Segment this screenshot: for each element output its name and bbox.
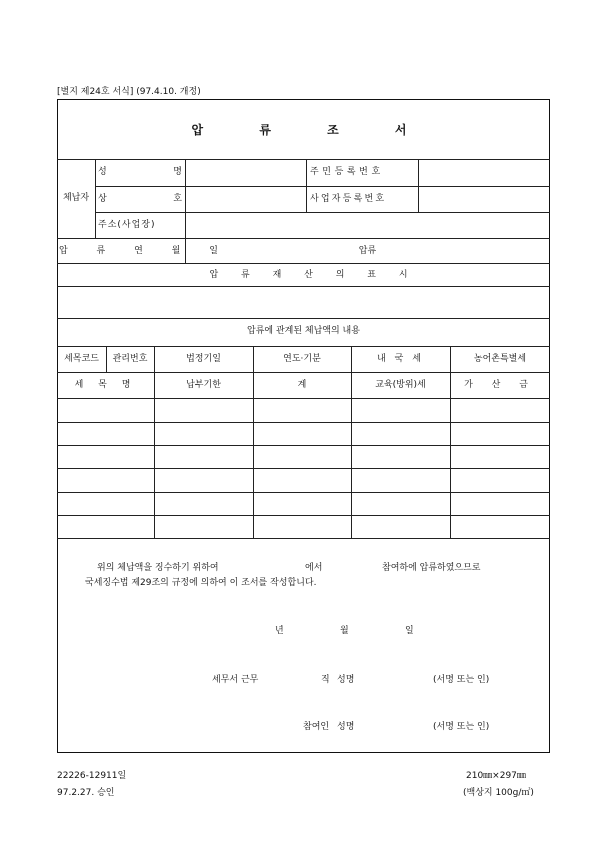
footer-size: 210㎜×297㎜ — [466, 771, 526, 781]
col-year-period: 연도·기분 — [283, 354, 321, 364]
page-title: 압 류 조 서 — [191, 123, 433, 137]
date-month: 월 — [340, 626, 349, 636]
col-legal-due-date: 법정기일 — [186, 354, 221, 364]
col-management-no: 관리번호 — [112, 354, 148, 364]
witness-label: 참여인 — [303, 722, 330, 732]
rule — [57, 159, 550, 160]
rule — [57, 422, 550, 423]
rule — [57, 318, 550, 319]
date-day: 일 — [405, 626, 414, 636]
rule — [253, 346, 254, 538]
col-rural-tax: 농어촌특별세 — [473, 354, 527, 364]
address-label: 주소(사업장) — [98, 220, 156, 230]
footer-paper: (백상지 100g/㎡) — [463, 788, 534, 798]
rule — [306, 159, 307, 212]
statement-part-3: 참여하에 압류하였으므로 — [382, 563, 481, 573]
seizure-date-label: 압 류 연 월 일 — [59, 246, 231, 256]
rule — [95, 159, 96, 238]
rule — [57, 238, 550, 239]
official-office: 세무서 근무 — [212, 675, 259, 685]
trade-name-label: 상 호 — [98, 194, 182, 204]
rule — [57, 492, 550, 493]
col-education-tax: 교육(방위)세 — [375, 380, 426, 390]
col-penalty: 가 산 금 — [464, 380, 536, 390]
rule — [95, 186, 550, 187]
rule — [57, 372, 550, 373]
rule — [57, 445, 550, 446]
rule — [57, 515, 550, 516]
property-header: 압 류 재 산 의 표 시 — [209, 270, 418, 280]
date-year: 년 — [275, 626, 284, 636]
col-domestic-tax: 내 국 세 — [377, 354, 424, 364]
col-total: 계 — [297, 380, 307, 390]
business-no-label: 사업자등록번호 — [310, 194, 387, 204]
resident-no-label: 주민등록번호 — [310, 167, 384, 177]
footer-form-no: 22226-12911일 — [57, 771, 127, 781]
rule — [351, 346, 352, 538]
col-tax-item: 세 목 명 — [74, 380, 137, 390]
official-name: 성명 — [337, 675, 355, 685]
rule — [95, 212, 550, 213]
form-header: [별지 제24호 서식] (97.4.10. 개정) — [57, 87, 201, 97]
official-seal: (서명 또는 인) — [433, 675, 490, 685]
rule — [450, 346, 451, 538]
rule — [57, 398, 550, 399]
rule — [57, 538, 550, 539]
statement-part-1: 위의 체납액을 징수하기 위하여 — [97, 563, 219, 573]
name-label: 성 명 — [98, 167, 182, 177]
official-rank: 직 — [321, 675, 330, 685]
rule — [57, 468, 550, 469]
delinquent-label: 체납자 — [62, 193, 90, 203]
seizure-label: 압류 — [358, 246, 377, 256]
witness-seal: (서명 또는 인) — [433, 722, 490, 732]
footer-approval: 97.2.27. 승인 — [57, 788, 115, 798]
statement-part-2: 에서 — [305, 563, 323, 573]
col-payment-due: 납부기한 — [186, 380, 221, 390]
col-tax-code: 세목코드 — [64, 354, 99, 364]
rule — [57, 263, 550, 264]
rule — [154, 346, 155, 538]
statement-line-2: 국세징수법 제29조의 규정에 의하여 이 조서를 작성합니다. — [85, 578, 317, 588]
tax-section-header: 압류에 관계된 체납액의 내용 — [247, 326, 360, 336]
witness-name: 성명 — [337, 722, 355, 732]
rule — [418, 159, 419, 212]
rule — [57, 346, 550, 347]
rule — [57, 286, 550, 287]
